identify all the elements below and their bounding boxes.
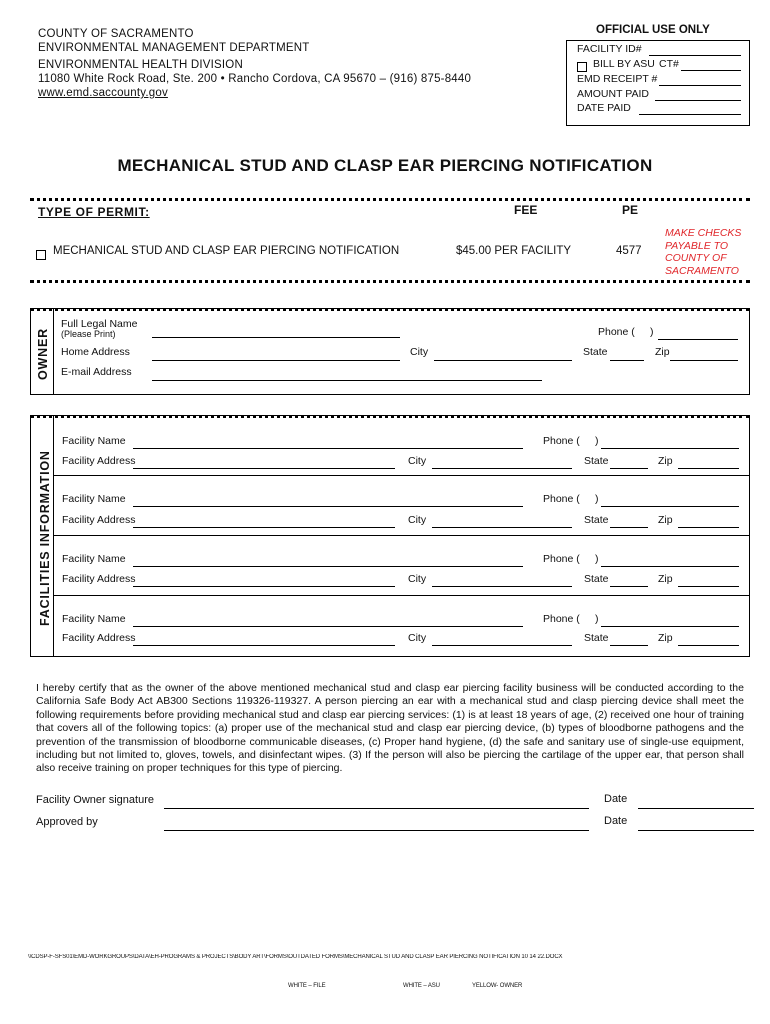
ct-field[interactable] <box>681 70 741 71</box>
emd-receipt-label: EMD RECEIPT # <box>577 73 658 85</box>
owner-city-label: City <box>410 346 429 358</box>
facility-separator-2 <box>53 535 749 536</box>
facility-phone-close: ) <box>595 435 599 447</box>
facility-id-label: FACILITY ID# <box>577 43 642 55</box>
home-address-field[interactable] <box>152 360 400 361</box>
facility-zip-label: Zip <box>658 455 673 467</box>
pe-header: PE <box>622 203 639 217</box>
facility-name-label: Facility Name <box>62 435 126 447</box>
please-print-note: (Please Print) <box>61 329 116 339</box>
email-field[interactable] <box>152 380 542 381</box>
facility-state-label: State <box>584 632 609 644</box>
facility-separator-3 <box>53 595 749 596</box>
copy-yellow-owner: YELLOW- OWNER <box>472 983 523 989</box>
owner-divider <box>53 308 54 394</box>
department-name: ENVIRONMENTAL MANAGEMENT DEPARTMENT <box>38 42 310 54</box>
facility-phone-field[interactable] <box>601 566 739 567</box>
address-line: 11080 White Rock Road, Ste. 200 • Rancho Cordova, CA 95670 – (916) 875-8440 <box>38 73 472 85</box>
facility-state-field[interactable] <box>610 586 648 587</box>
copy-white-asu: WHITE – ASU <box>403 983 440 989</box>
emd-receipt-field[interactable] <box>659 85 741 86</box>
facility-city-field[interactable] <box>432 586 572 587</box>
facility-city-field[interactable] <box>432 645 572 646</box>
facilities-top-border <box>30 415 750 418</box>
amount-paid-field[interactable] <box>655 100 741 101</box>
facility-state-label: State <box>584 573 609 585</box>
facility-address-field[interactable] <box>133 468 395 469</box>
file-path-footer: \\CDSP-F-SFS01\EMD-WORKGROUPS\DATA\EH-PROGRAMS & PROJECTS\BODY ART\FORMS\OUTDATED FORMS\MECHANICAL STUD AND CLASP EAR PIERCING NOTIFICATION 10 14 22.DOCX <box>28 954 563 960</box>
date-paid-label: DATE PAID <box>577 102 631 114</box>
facility-phone-field[interactable] <box>601 448 739 449</box>
signature-date-field[interactable] <box>638 808 754 809</box>
copy-white-file: WHITE – FILE <box>288 983 326 989</box>
facilities-section <box>30 415 750 657</box>
approval-date-field[interactable] <box>638 830 754 831</box>
facility-name-field[interactable] <box>133 448 523 449</box>
facility-phone-label: Phone ( <box>543 435 580 447</box>
facility-city-label: City <box>408 455 427 467</box>
owner-signature-label: Facility Owner signature <box>36 794 154 806</box>
facility-phone-field[interactable] <box>601 506 739 507</box>
form-title: MECHANICAL STUD AND CLASP EAR PIERCING NOTIFICATION <box>117 156 653 175</box>
owner-phone-field[interactable] <box>658 339 738 340</box>
facility-zip-field[interactable] <box>678 645 739 646</box>
facility-name-label: Facility Name <box>62 613 126 625</box>
bill-by-asu-checkbox[interactable] <box>577 62 587 72</box>
owner-zip-field[interactable] <box>670 360 738 361</box>
home-address-label: Home Address <box>61 346 130 358</box>
approval-date-label: Date <box>604 815 628 827</box>
facility-name-field[interactable] <box>133 566 523 567</box>
bill-by-asu-label: BILL BY ASU <box>593 58 655 70</box>
full-legal-name-label: Full Legal Name <box>61 318 138 330</box>
type-of-permit-heading: TYPE OF PERMIT: <box>38 205 150 219</box>
owner-side-label: OWNER <box>36 328 50 380</box>
facility-state-label: State <box>584 514 609 526</box>
facility-city-label: City <box>408 632 427 644</box>
facility-state-field[interactable] <box>610 645 648 646</box>
facility-name-label: Facility Name <box>62 493 126 505</box>
facility-zip-field[interactable] <box>678 468 739 469</box>
pe-code: 4577 <box>616 245 642 257</box>
approved-by-field[interactable] <box>164 830 589 831</box>
facility-city-field[interactable] <box>432 468 572 469</box>
facility-name-label: Facility Name <box>62 553 126 565</box>
owner-top-border <box>30 308 750 311</box>
facility-zip-field[interactable] <box>678 586 739 587</box>
facility-address-field[interactable] <box>133 527 395 528</box>
certification-text: I hereby certify that as the owner of the above mentioned mechanical stud and clasp ear piercing facility business will be conducted according to the California Safe Body Act AB300 Sections 119326-119327. A person piercing an ear with a mechanical stud and clasp piercing device shall meet the following requirements before providing mechanical stud and clasp ear piercing services: (1) is at least 18 years of age, (2) received one hour of training that covers all of the following topics: (a) proper use of the mechanical stud and clasp ear piercing device, (b) types of bloodborne pathogens and the prevention of the transmission of bloodborne communicable diseases, (c) Proper hand hygiene, (d) the safe and sanitary use of single-use equipment, including but not limited to, gloves, towels, and disinfectant wipes. (3) If the person will also be piercing the cartilage of the upper ear, that person shall also receive training on proper techniques for this type of piercing. <box>36 682 744 775</box>
owner-state-field[interactable] <box>610 360 644 361</box>
signature-date-label: Date <box>604 793 628 805</box>
facility-phone-close: ) <box>595 493 599 505</box>
permit-type-checkbox[interactable] <box>36 250 46 260</box>
facility-address-label: Facility Address <box>62 573 136 585</box>
owner-phone-label: Phone ( <box>598 326 635 338</box>
facility-zip-field[interactable] <box>678 527 739 528</box>
facility-zip-label: Zip <box>658 632 673 644</box>
facility-zip-label: Zip <box>658 514 673 526</box>
division-name: ENVIRONMENTAL HEALTH DIVISION <box>38 59 243 71</box>
owner-city-field[interactable] <box>434 360 572 361</box>
date-paid-field[interactable] <box>639 114 741 115</box>
fee-value: $45.00 PER FACILITY <box>456 245 572 257</box>
facility-phone-close: ) <box>595 613 599 625</box>
facility-city-field[interactable] <box>432 527 572 528</box>
ct-label: CT# <box>659 58 679 70</box>
owner-phone-close: ) <box>650 326 654 338</box>
county-name: COUNTY OF SACRAMENTO <box>38 28 194 40</box>
official-use-title: OFFICIAL USE ONLY <box>596 24 710 36</box>
owner-signature-field[interactable] <box>164 808 589 809</box>
owner-section <box>30 308 750 395</box>
facility-name-field[interactable] <box>133 626 523 627</box>
facility-address-field[interactable] <box>133 586 395 587</box>
facility-state-field[interactable] <box>610 468 648 469</box>
facility-address-label: Facility Address <box>62 632 136 644</box>
facilities-side-label: FACILITIES INFORMATION <box>38 450 52 626</box>
facility-state-field[interactable] <box>610 527 648 528</box>
checks-payable-note: MAKE CHECKS PAYABLE TO COUNTY OF SACRAMENTO <box>665 227 742 277</box>
official-use-box <box>566 40 750 126</box>
permit-bottom-border <box>30 280 750 283</box>
facility-address-label: Facility Address <box>62 455 136 467</box>
facility-state-label: State <box>584 455 609 467</box>
facility-phone-close: ) <box>595 553 599 565</box>
facility-phone-label: Phone ( <box>543 493 580 505</box>
facility-phone-field[interactable] <box>601 626 739 627</box>
facility-city-label: City <box>408 573 427 585</box>
permit-top-border <box>30 198 750 201</box>
full-legal-name-field[interactable] <box>152 337 400 338</box>
facility-phone-label: Phone ( <box>543 553 580 565</box>
facility-zip-label: Zip <box>658 573 673 585</box>
facility-address-label: Facility Address <box>62 514 136 526</box>
owner-state-label: State <box>583 346 608 358</box>
facility-id-field[interactable] <box>649 55 741 56</box>
facility-name-field[interactable] <box>133 506 523 507</box>
email-label: E-mail Address <box>61 366 132 378</box>
fee-header: FEE <box>514 203 538 217</box>
permit-type-label: MECHANICAL STUD AND CLASP EAR PIERCING NOTIFICATION <box>53 245 400 257</box>
owner-zip-label: Zip <box>655 346 670 358</box>
facility-address-field[interactable] <box>133 645 395 646</box>
facility-city-label: City <box>408 514 427 526</box>
website-link[interactable]: www.emd.saccounty.gov <box>38 87 168 99</box>
amount-paid-label: AMOUNT PAID <box>577 88 649 100</box>
facility-separator-1 <box>53 475 749 476</box>
facility-phone-label: Phone ( <box>543 613 580 625</box>
approved-by-label: Approved by <box>36 816 98 828</box>
